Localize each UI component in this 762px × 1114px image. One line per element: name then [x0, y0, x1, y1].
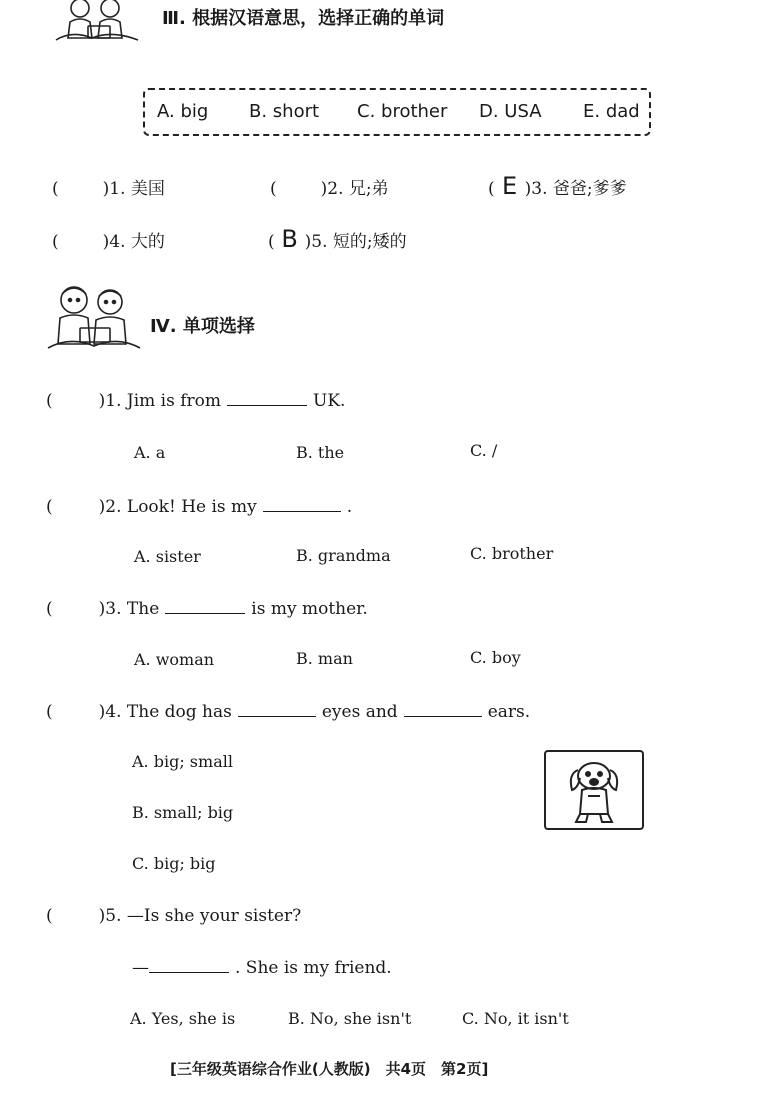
fill-blank[interactable] [263, 496, 341, 512]
handwritten-answer: B [281, 225, 298, 253]
option-a[interactable]: A. a [134, 443, 166, 462]
dog-icon [546, 752, 642, 828]
fill-blank[interactable] [238, 701, 316, 717]
option-b[interactable]: B. No, she isn't [288, 1009, 412, 1028]
q5-reply-line[interactable]: — . She is my friend. [132, 958, 392, 978]
fill-blank[interactable] [404, 701, 482, 717]
option-b[interactable]: B. grandma [296, 546, 391, 565]
option-a[interactable]: A. Yes, she is [130, 1009, 236, 1028]
s3-item-2[interactable]: ( )2. 兄;弟 [270, 179, 389, 199]
page-footer: [三年级英语综合作业(人教版) 共4页 第2页] [170, 1060, 489, 1078]
q5-stem[interactable]: ( )5. —Is she your sister? [46, 906, 302, 926]
kids-reading-illustration [52, 0, 142, 44]
section3-title: Ⅲ. 根据汉语意思，选择正确的单词 [162, 8, 445, 29]
option-b[interactable]: B. man [296, 649, 353, 668]
s3-item-3[interactable]: ( E )3. 爸爸;爹爹 [488, 172, 627, 200]
word-bank-box [143, 88, 651, 136]
q2-stem[interactable]: ( )2. Look! He is my . [46, 497, 353, 517]
fill-blank[interactable] [165, 598, 245, 614]
word-bank-item: E. dad [583, 101, 640, 122]
fill-blank[interactable] [149, 957, 229, 973]
word-bank-item: D. USA [479, 101, 542, 122]
option-c[interactable]: C. No, it isn't [462, 1009, 569, 1028]
q1-stem[interactable]: ( )1. Jim is from UK. [46, 391, 346, 411]
s3-item-4[interactable]: ( )4. 大的 [52, 232, 165, 252]
option-b[interactable]: B. small; big [132, 803, 234, 822]
q4-stem[interactable]: ( )4. The dog has eyes and ears. [46, 702, 531, 722]
fill-blank[interactable] [227, 390, 307, 406]
word-bank-item: B. short [249, 101, 320, 122]
q3-stem[interactable]: ( )3. The is my mother. [46, 599, 368, 619]
option-a[interactable]: A. woman [134, 650, 215, 669]
word-bank-item: A. big [157, 101, 209, 122]
kids-reading-illustration [46, 282, 142, 356]
option-c[interactable]: C. boy [470, 648, 521, 667]
s3-item-5[interactable]: ( B )5. 短的;矮的 [268, 225, 407, 253]
handwritten-answer: E [502, 172, 518, 200]
section4-title: Ⅳ. 单项选择 [150, 316, 255, 337]
word-bank-item: C. brother [357, 101, 448, 122]
option-a[interactable]: A. big; small [132, 752, 233, 771]
option-c[interactable]: C. big; big [132, 854, 216, 873]
s3-item-1[interactable]: ( )1. 美国 [52, 179, 165, 199]
dog-picture-frame [544, 750, 644, 830]
option-c[interactable]: C. brother [470, 544, 554, 563]
option-a[interactable]: A. sister [134, 547, 201, 566]
option-c[interactable]: C. / [470, 441, 498, 460]
option-b[interactable]: B. the [296, 443, 345, 462]
